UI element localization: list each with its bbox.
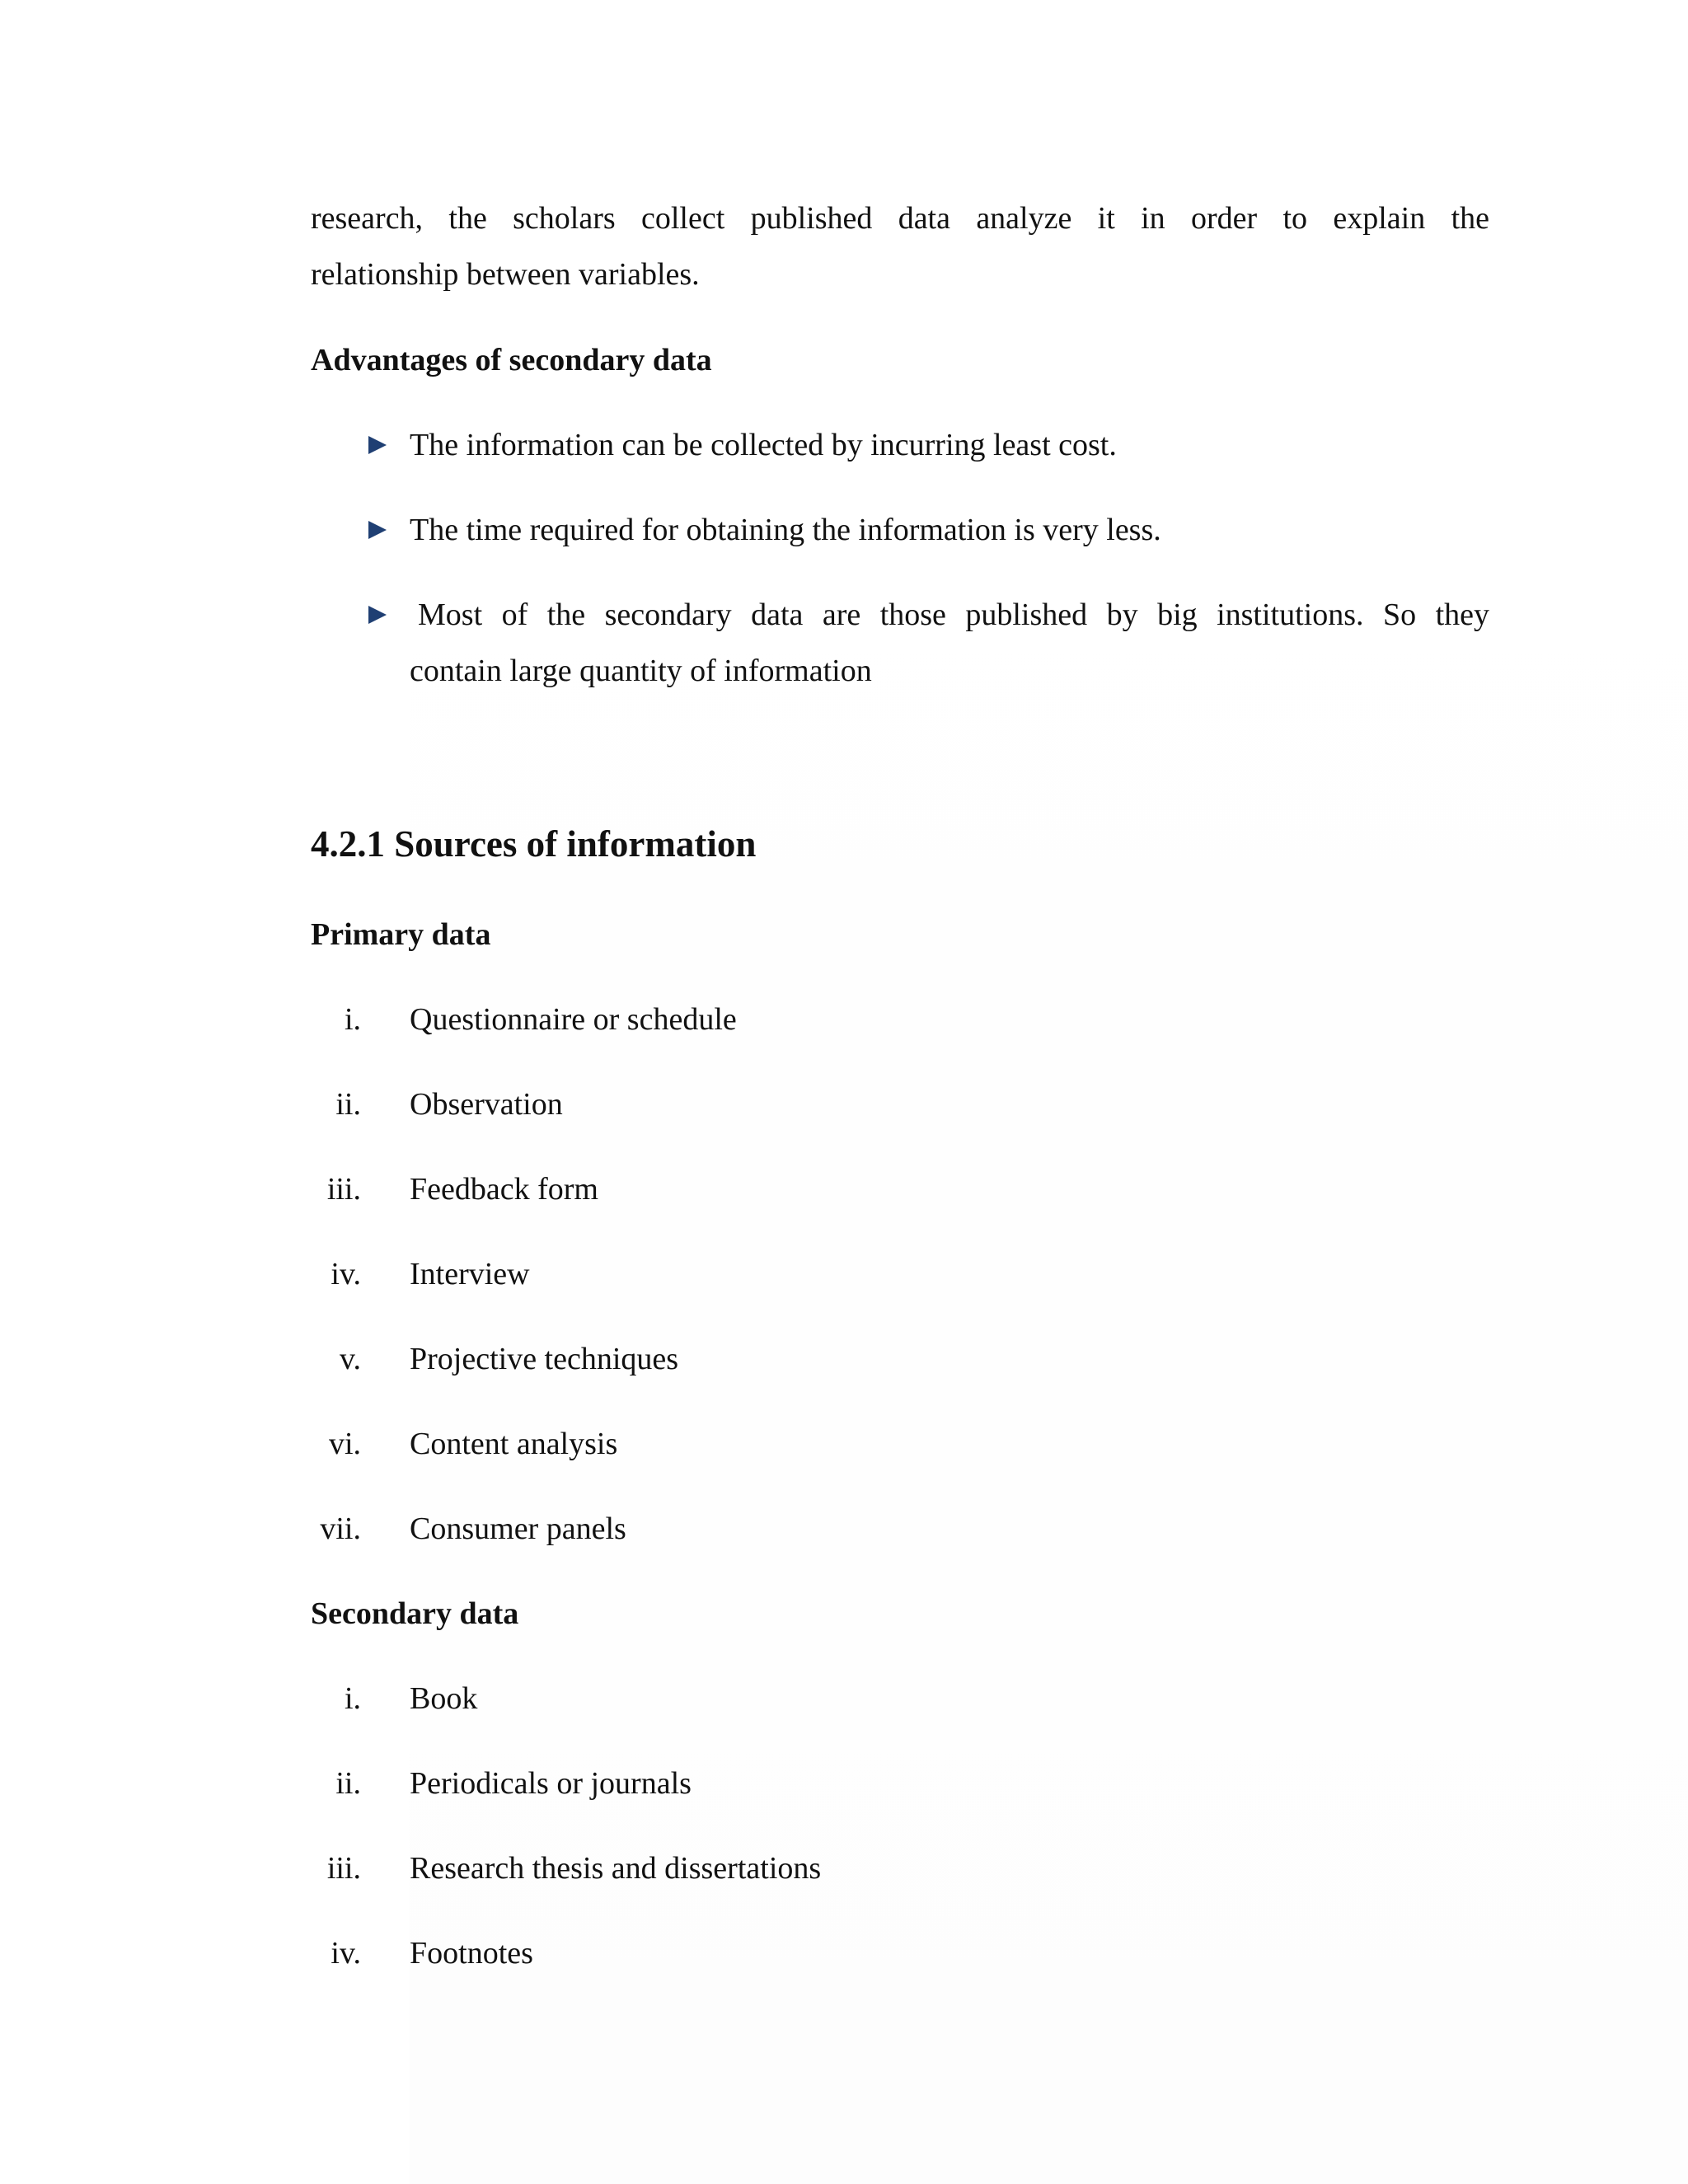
advantage-item-3-line-2: contain large quantity of information [410,654,872,688]
primary-item-number: ii. [335,1087,361,1122]
secondary-item-number: iii. [326,1851,361,1886]
triangle-bullet-icon [367,434,388,456]
primary-item: Observation [410,1087,563,1122]
paragraph-line-2: relationship between variables. [311,257,700,292]
secondary-item: Research thesis and dissertations [410,1851,822,1886]
secondary-item-number: i. [344,1681,361,1716]
primary-item: Content analysis [410,1427,618,1461]
primary-item: Consumer panels [410,1511,626,1546]
primary-item-number: iii. [326,1172,361,1207]
secondary-item: Footnotes [410,1936,533,1971]
primary-item: Questionnaire or schedule [410,1002,737,1037]
secondary-item: Book [410,1681,478,1716]
primary-item: Interview [410,1257,530,1291]
advantage-item-2: The time required for obtaining the information is very less. [410,513,1161,547]
primary-item-number: v. [339,1342,361,1376]
advantages-heading: Advantages of secondary data [311,343,712,377]
secondary-data-heading: Secondary data [311,1596,519,1631]
section-title: 4.2.1 Sources of information [311,823,757,865]
primary-item-number: vii. [320,1511,361,1546]
page-shading [410,429,1688,2184]
primary-item: Feedback form [410,1172,598,1207]
secondary-item: Periodicals or journals [410,1766,692,1801]
advantage-item-3-line-1: Most of the secondary data are those published by big institutions. So they [418,598,1489,632]
triangle-bullet-icon [367,604,388,626]
primary-item-number: vi. [328,1427,361,1461]
primary-item-number: i. [344,1002,361,1037]
primary-data-heading: Primary data [311,917,491,952]
primary-item: Projective techniques [410,1342,679,1376]
secondary-item-number: iv. [331,1936,361,1971]
advantage-item-1: The information can be collected by incurring least cost. [410,428,1117,462]
paragraph-line-1: research, the scholars collect published data analyze it in order to explain the [311,201,1489,236]
primary-item-number: iv. [331,1257,361,1291]
triangle-bullet-icon [367,519,388,541]
secondary-item-number: ii. [335,1766,361,1801]
